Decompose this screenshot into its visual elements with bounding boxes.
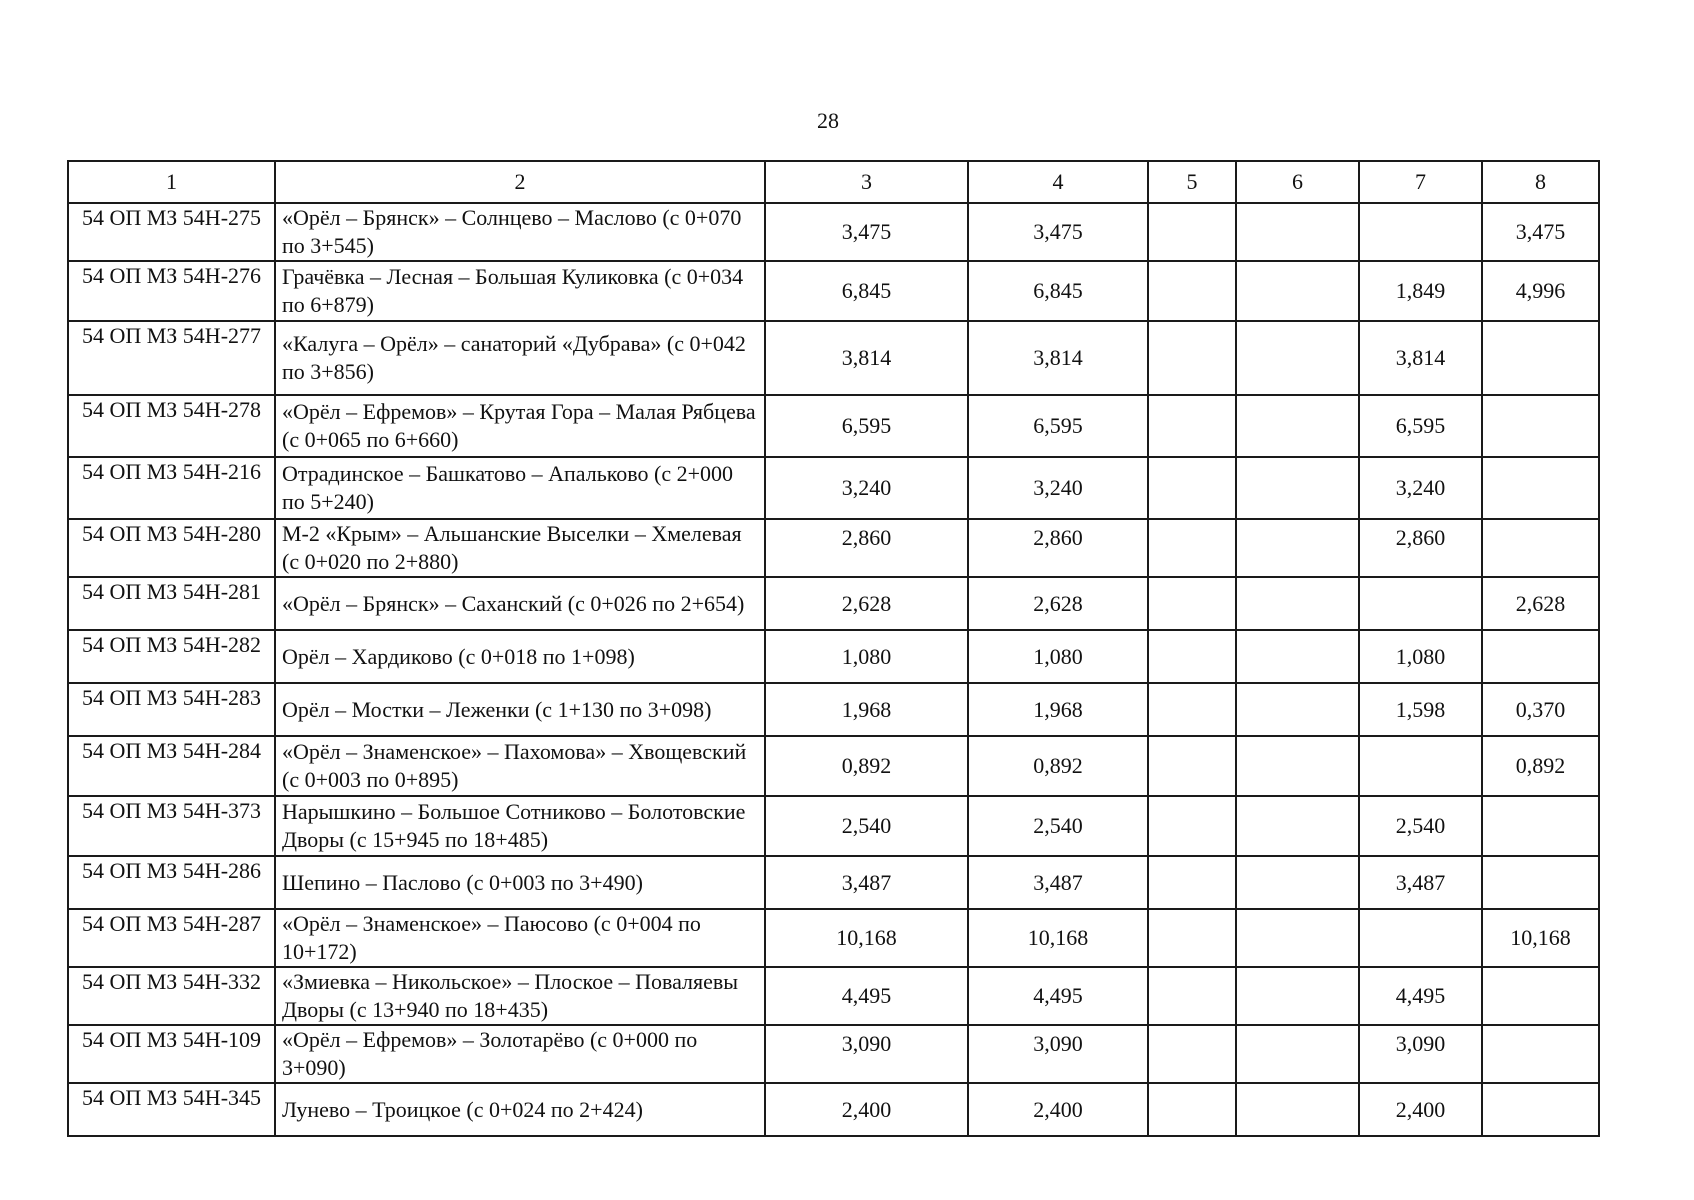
col6-value-cell [1236,203,1359,261]
col6-value-cell [1236,1025,1359,1083]
road-name-cell: Нарышкино – Большое Сотниково – Болотовские Дворы (с 15+945 по 18+485) [275,796,765,856]
col7-value-cell: 2,540 [1359,796,1482,856]
col5-value-cell [1148,796,1236,856]
col6-value-cell [1236,967,1359,1025]
col5-value-cell [1148,683,1236,736]
table-row [68,856,1599,909]
col7-value-cell: 6,595 [1359,395,1482,457]
roads-table [67,160,1600,1137]
column-header: 7 [1359,161,1482,203]
road-name-cell: «Орёл – Брянск» – Саханский (с 0+026 по 2+654) [275,577,765,630]
col4-value-cell: 6,595 [968,395,1148,457]
road-code-cell: 54 ОП МЗ 54Н-216 [68,457,275,519]
col8-value-cell [1482,630,1599,683]
col5-value-cell [1148,856,1236,909]
road-code-cell: 54 ОП МЗ 54Н-286 [68,856,275,909]
road-code-cell: 54 ОП МЗ 54Н-284 [68,736,275,796]
col5-value-cell [1148,261,1236,321]
col4-value-cell: 0,892 [968,736,1148,796]
col4-value-cell: 4,495 [968,967,1148,1025]
table-row [68,577,1599,630]
col7-value-cell: 1,598 [1359,683,1482,736]
col4-value-cell: 3,240 [968,457,1148,519]
road-code-cell: 54 ОП МЗ 54Н-373 [68,796,275,856]
col7-value-cell [1359,577,1482,630]
col3-value-cell: 3,090 [765,1025,968,1083]
col5-value-cell [1148,395,1236,457]
col4-value-cell: 6,845 [968,261,1148,321]
col8-value-cell: 3,475 [1482,203,1599,261]
road-code-cell: 54 ОП МЗ 54Н-332 [68,967,275,1025]
col8-value-cell [1482,395,1599,457]
col8-value-cell [1482,1025,1599,1083]
table-body [68,203,1599,1136]
column-header: 5 [1148,161,1236,203]
col5-value-cell [1148,630,1236,683]
road-name-cell: М-2 «Крым» – Альшанские Выселки – Хмелевая (с 0+020 по 2+880) [275,519,765,577]
col3-value-cell: 2,400 [765,1083,968,1136]
col4-value-cell: 2,860 [968,519,1148,577]
col6-value-cell [1236,519,1359,577]
table-row [68,395,1599,457]
table-header-row [68,161,1599,203]
col6-value-cell [1236,261,1359,321]
col5-value-cell [1148,457,1236,519]
col4-value-cell: 2,628 [968,577,1148,630]
road-name-cell: Орёл – Мостки – Леженки (с 1+130 по 3+098) [275,683,765,736]
col7-value-cell: 4,495 [1359,967,1482,1025]
road-name-cell: «Орёл – Знаменское» – Паюсово (с 0+004 по 10+172) [275,909,765,967]
col7-value-cell: 3,487 [1359,856,1482,909]
col3-value-cell: 3,814 [765,321,968,395]
col7-value-cell: 3,090 [1359,1025,1482,1083]
column-header: 1 [68,161,275,203]
table-row [68,683,1599,736]
road-name-cell: Грачёвка – Лесная – Большая Куликовка (с 0+034 по 6+879) [275,261,765,321]
table-row [68,909,1599,967]
road-name-cell: Отрадинское – Башкатово – Апальково (с 2+000 по 5+240) [275,457,765,519]
col6-value-cell [1236,796,1359,856]
col3-value-cell: 4,495 [765,967,968,1025]
col3-value-cell: 3,487 [765,856,968,909]
road-code-cell: 54 ОП МЗ 54Н-276 [68,261,275,321]
col6-value-cell [1236,630,1359,683]
col6-value-cell [1236,856,1359,909]
road-code-cell: 54 ОП МЗ 54Н-275 [68,203,275,261]
road-name-cell: «Змиевка – Никольское» – Плоское – Поваляевы Дворы (с 13+940 по 18+435) [275,967,765,1025]
col7-value-cell: 3,240 [1359,457,1482,519]
road-code-cell: 54 ОП МЗ 54Н-109 [68,1025,275,1083]
table-row [68,203,1599,261]
col7-value-cell: 1,849 [1359,261,1482,321]
col6-value-cell [1236,457,1359,519]
col3-value-cell: 3,475 [765,203,968,261]
road-name-cell: «Орёл – Ефремов» – Золотарёво (с 0+000 по 3+090) [275,1025,765,1083]
col5-value-cell [1148,1025,1236,1083]
col3-value-cell: 1,080 [765,630,968,683]
road-code-cell: 54 ОП МЗ 54Н-281 [68,577,275,630]
col4-value-cell: 1,968 [968,683,1148,736]
table-row [68,967,1599,1025]
col5-value-cell [1148,321,1236,395]
col6-value-cell [1236,683,1359,736]
road-name-cell: «Орёл – Брянск» – Солнцево – Маслово (с 0+070 по 3+545) [275,203,765,261]
col7-value-cell [1359,736,1482,796]
col4-value-cell: 2,400 [968,1083,1148,1136]
road-code-cell: 54 ОП МЗ 54Н-278 [68,395,275,457]
column-header: 8 [1482,161,1599,203]
table-row [68,630,1599,683]
road-code-cell: 54 ОП МЗ 54Н-287 [68,909,275,967]
table-row [68,321,1599,395]
col7-value-cell: 2,860 [1359,519,1482,577]
col8-value-cell [1482,519,1599,577]
col5-value-cell [1148,736,1236,796]
table-row [68,457,1599,519]
road-code-cell: 54 ОП МЗ 54Н-277 [68,321,275,395]
table-row [68,261,1599,321]
column-header: 6 [1236,161,1359,203]
column-header: 4 [968,161,1148,203]
col4-value-cell: 2,540 [968,796,1148,856]
col5-value-cell [1148,519,1236,577]
road-code-cell: 54 ОП МЗ 54Н-283 [68,683,275,736]
col8-value-cell: 0,892 [1482,736,1599,796]
col5-value-cell [1148,577,1236,630]
col8-value-cell [1482,321,1599,395]
col5-value-cell [1148,1083,1236,1136]
road-name-cell: Орёл – Хардиково (с 0+018 по 1+098) [275,630,765,683]
col8-value-cell: 0,370 [1482,683,1599,736]
col3-value-cell: 2,628 [765,577,968,630]
road-code-cell: 54 ОП МЗ 54Н-345 [68,1083,275,1136]
col6-value-cell [1236,321,1359,395]
col4-value-cell: 1,080 [968,630,1148,683]
road-name-cell: «Калуга – Орёл» – санаторий «Дубрава» (с 0+042 по 3+856) [275,321,765,395]
col8-value-cell [1482,967,1599,1025]
col3-value-cell: 0,892 [765,736,968,796]
col6-value-cell [1236,736,1359,796]
col7-value-cell [1359,203,1482,261]
col7-value-cell: 1,080 [1359,630,1482,683]
col3-value-cell: 6,845 [765,261,968,321]
col8-value-cell: 10,168 [1482,909,1599,967]
table-row [68,1083,1599,1136]
col4-value-cell: 3,090 [968,1025,1148,1083]
table-row [68,1025,1599,1083]
col3-value-cell: 10,168 [765,909,968,967]
col8-value-cell [1482,856,1599,909]
col3-value-cell: 2,540 [765,796,968,856]
road-name-cell: Шепино – Паслово (с 0+003 по 3+490) [275,856,765,909]
table-row [68,796,1599,856]
col7-value-cell: 3,814 [1359,321,1482,395]
col8-value-cell [1482,1083,1599,1136]
col4-value-cell: 3,475 [968,203,1148,261]
col7-value-cell [1359,909,1482,967]
table-row [68,519,1599,577]
col3-value-cell: 3,240 [765,457,968,519]
col4-value-cell: 10,168 [968,909,1148,967]
road-code-cell: 54 ОП МЗ 54Н-282 [68,630,275,683]
column-header: 3 [765,161,968,203]
col4-value-cell: 3,814 [968,321,1148,395]
col4-value-cell: 3,487 [968,856,1148,909]
col5-value-cell [1148,909,1236,967]
col6-value-cell [1236,395,1359,457]
col3-value-cell: 2,860 [765,519,968,577]
col6-value-cell [1236,909,1359,967]
road-name-cell: Лунево – Троицкое (с 0+024 по 2+424) [275,1083,765,1136]
col7-value-cell: 2,400 [1359,1083,1482,1136]
col8-value-cell [1482,796,1599,856]
column-header: 2 [275,161,765,203]
road-name-cell: «Орёл – Знаменское» – Пахомова» – Хвощевский (с 0+003 по 0+895) [275,736,765,796]
road-code-cell: 54 ОП МЗ 54Н-280 [68,519,275,577]
page-number: 28 [817,108,839,133]
col5-value-cell [1148,203,1236,261]
col6-value-cell [1236,577,1359,630]
road-name-cell: «Орёл – Ефремов» – Крутая Гора – Малая Рябцева (с 0+065 по 6+660) [275,395,765,457]
col5-value-cell [1148,967,1236,1025]
col8-value-cell: 4,996 [1482,261,1599,321]
col8-value-cell: 2,628 [1482,577,1599,630]
col3-value-cell: 6,595 [765,395,968,457]
col6-value-cell [1236,1083,1359,1136]
col3-value-cell: 1,968 [765,683,968,736]
col8-value-cell [1482,457,1599,519]
table-row [68,736,1599,796]
